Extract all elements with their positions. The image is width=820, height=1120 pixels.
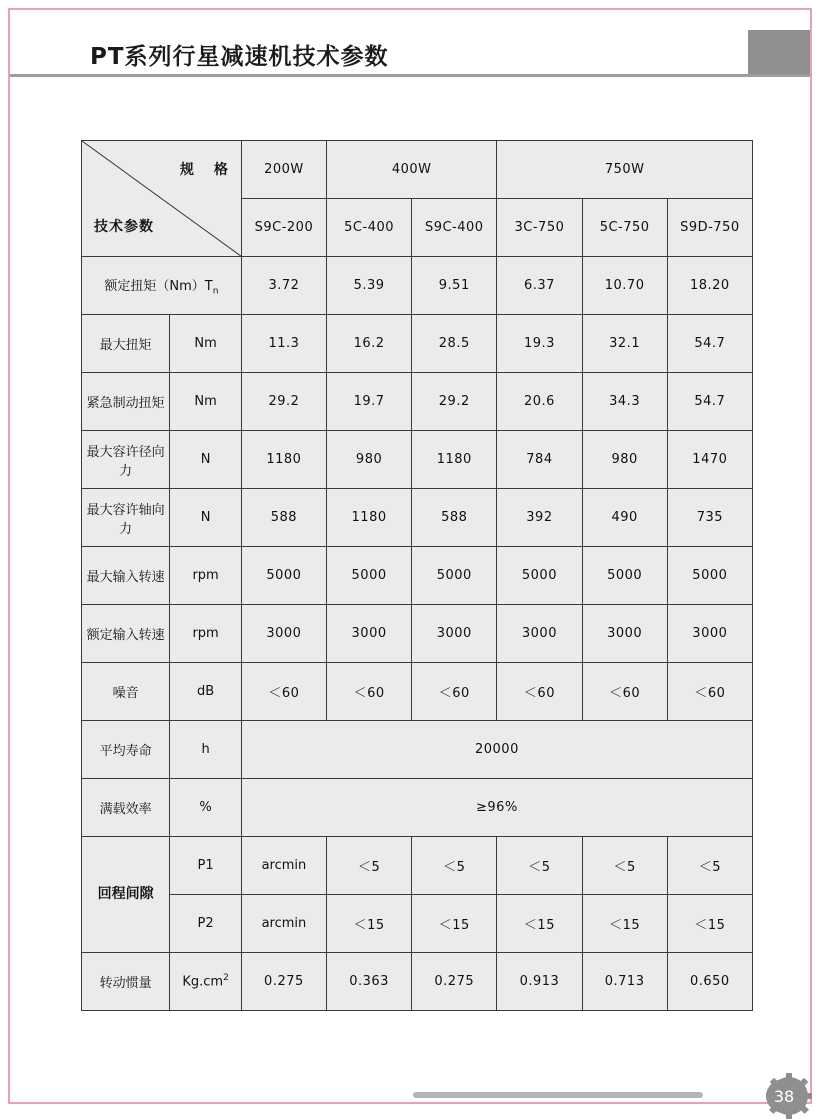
row-unit: arcmin [241,895,326,953]
cell-value: 588 [241,489,326,547]
row-label-subscript: n [212,286,219,297]
cell-value: ＜60 [327,663,412,721]
cell-value: 1180 [241,431,326,489]
page-title: PT系列行星减速机技术参数 [90,44,389,70]
cell-value: 54.7 [667,315,752,373]
header-divider [10,74,810,77]
row-label-backlash-group [82,837,170,953]
table-corner-cell [82,141,242,257]
cell-value: 980 [582,431,667,489]
row-unit: Nm [170,373,242,431]
cell-value: 54.7 [667,373,752,431]
cell-value: 10.70 [582,257,667,315]
row-label-backlash-p2: P2 [170,895,242,953]
cell-value: 20.6 [497,373,582,431]
spec-table [81,140,753,1011]
header-accent-block [748,30,810,74]
cell-value: 0.713 [582,953,667,1011]
cell-value: 3000 [327,605,412,663]
row-unit [170,953,242,1011]
table-row [82,315,753,373]
cell-value: 735 [667,489,752,547]
cell-value: ＜15 [412,895,497,953]
cell-value: 5000 [327,547,412,605]
cell-value: 9.51 [412,257,497,315]
cell-value: ＜60 [667,663,752,721]
cell-value: ＜15 [667,895,752,953]
row-unit: dB [170,663,242,721]
cell-value: ＜5 [497,837,582,895]
table-row [82,605,753,663]
row-unit-text: Kg.cm [182,974,224,990]
cell-value: 3000 [667,605,752,663]
cell-value: 5000 [497,547,582,605]
cell-value: 3000 [582,605,667,663]
cell-value: 0.913 [497,953,582,1011]
spec-header-label: 规 格 [179,162,231,178]
table-header-power-row [82,141,753,199]
cell-value: 0.275 [412,953,497,1011]
table-row [82,431,753,489]
cell-value: 980 [327,431,412,489]
row-unit: arcmin [241,837,326,895]
model-header-2: 5C-400 [327,199,412,257]
cell-value: 5.39 [327,257,412,315]
cell-value: ＜5 [412,837,497,895]
table-row [82,489,753,547]
cell-value: 5000 [582,547,667,605]
row-label-max-axial-force: 最大容许轴向力 [82,489,170,547]
model-header-5: 5C-750 [582,199,667,257]
row-label-max-torque: 最大扭矩 [82,315,170,373]
row-label-full-load-efficiency: 满载效率 [82,779,170,837]
row-unit: N [170,431,242,489]
cell-value: 0.275 [241,953,326,1011]
cell-value: ＜5 [327,837,412,895]
model-header-1: S9C-200 [241,199,326,257]
cell-value: 1470 [667,431,752,489]
row-unit: % [170,779,242,837]
cell-value: 3000 [497,605,582,663]
cell-value: 5000 [667,547,752,605]
row-label-rated-input-speed: 额定输入转速 [82,605,170,663]
cell-value: 3000 [412,605,497,663]
model-header-6: S9D-750 [667,199,752,257]
page-border-right [810,8,812,1104]
cell-value: 588 [412,489,497,547]
cell-value: 29.2 [412,373,497,431]
row-unit: rpm [170,547,242,605]
cell-value: 28.5 [412,315,497,373]
row-unit-superscript: 2 [223,973,229,984]
row-label-emergency-brake-torque: 紧急制动扭矩 [82,373,170,431]
cell-value: 0.650 [667,953,752,1011]
cell-value: ＜5 [582,837,667,895]
table-row [82,837,753,895]
cell-value: 34.3 [582,373,667,431]
row-label-noise: 噪音 [82,663,170,721]
table-row [82,721,753,779]
page-header [10,10,810,78]
page-number-badge: 38 [766,1079,802,1113]
cell-value: 5000 [412,547,497,605]
cell-value: 0.363 [327,953,412,1011]
table-row [82,547,753,605]
cell-value: 1180 [327,489,412,547]
cell-value-span: ≥96% [241,779,752,837]
cell-value: 32.1 [582,315,667,373]
power-group-200w: 200W [241,141,326,199]
power-group-400w: 400W [327,141,497,199]
cell-value: 19.7 [327,373,412,431]
row-label-average-life: 平均寿命 [82,721,170,779]
table-row [82,953,753,1011]
backlash-group-text: 回程间隙 [97,886,154,903]
table-row [82,373,753,431]
cell-value: 3000 [241,605,326,663]
table-row [82,663,753,721]
table-row [82,779,753,837]
table-row [82,895,753,953]
cell-value-span: 20000 [241,721,752,779]
cell-value: ＜15 [497,895,582,953]
table-row [82,257,753,315]
cell-value: ＜60 [582,663,667,721]
cell-value: 29.2 [241,373,326,431]
row-unit: h [170,721,242,779]
power-group-750w: 750W [497,141,753,199]
row-unit: N [170,489,242,547]
cell-value: 19.3 [497,315,582,373]
row-label-backlash-p1: P1 [170,837,242,895]
row-unit: Nm [170,315,242,373]
footer-rule [413,1092,703,1098]
row-label-max-input-speed: 最大输入转速 [82,547,170,605]
page-border-left [8,8,10,1104]
cell-value: 1180 [412,431,497,489]
cell-value: 11.3 [241,315,326,373]
cell-value: ＜60 [241,663,326,721]
cell-value: 6.37 [497,257,582,315]
model-header-4: 3C-750 [497,199,582,257]
row-unit: rpm [170,605,242,663]
cell-value: 784 [497,431,582,489]
cell-value: ＜15 [327,895,412,953]
page-border-bottom [8,1102,812,1104]
cell-value: ＜60 [412,663,497,721]
cell-value: 16.2 [327,315,412,373]
row-label-rated-torque [82,257,242,315]
cell-value: 490 [582,489,667,547]
spec-table-container [81,140,753,1011]
cell-value: ＜5 [667,837,752,895]
cell-value: 3.72 [241,257,326,315]
param-header-label: 技术参数 [94,219,154,235]
row-label-max-radial-force: 最大容许径向力 [82,431,170,489]
cell-value: ＜60 [497,663,582,721]
cell-value: ＜15 [582,895,667,953]
cell-value: 392 [497,489,582,547]
row-label-moment-of-inertia: 转动惯量 [82,953,170,1011]
row-label-text: 额定扭矩（Nm）T [104,278,213,294]
cell-value: 18.20 [667,257,752,315]
model-header-3: S9C-400 [412,199,497,257]
cell-value: 5000 [241,547,326,605]
